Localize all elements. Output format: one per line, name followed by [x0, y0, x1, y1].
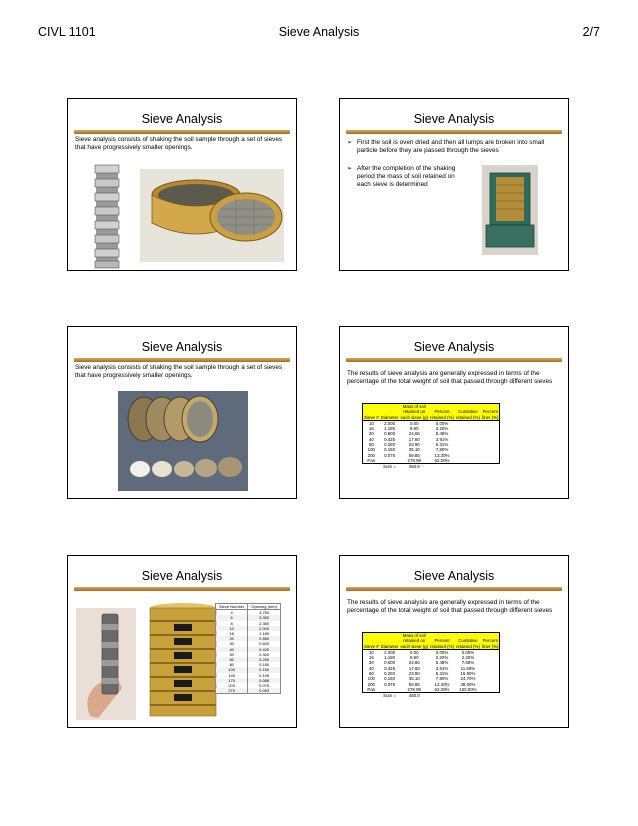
table-cell: 2.20%: [435, 655, 449, 661]
table-cell: 0.600: [248, 641, 281, 646]
table-cell: 11.59%: [460, 665, 476, 671]
table-cell: 59.85: [408, 452, 420, 458]
table-cell: Pan: [363, 458, 380, 464]
table-cell: 0.425: [248, 647, 281, 652]
table-cell: 0.075: [384, 681, 396, 687]
table-cell: 62.00%: [429, 687, 455, 693]
table-cell: 50: [216, 652, 248, 657]
table-header: Percent: [481, 638, 500, 643]
slide-text: Sieve analysis consists of shaking the soil sample through a set of sieves that have progressively smaller openings.: [75, 364, 283, 379]
sum-value: 450.0: [408, 693, 420, 699]
slide-title: Sieve Analysis: [413, 112, 495, 126]
table-cell: 0.150: [248, 667, 281, 672]
table-header: Opening (mm): [248, 604, 281, 610]
table-cell: 3.350: [248, 615, 281, 620]
table-cell: 3.91%: [435, 436, 449, 442]
sieve-stack-and-sieve-photo: [68, 99, 297, 271]
bullet-item: ➢ After the completion of the shaking period the mass of soil retained on each sieve is determined: [347, 165, 467, 189]
table-cell: 278.99: [399, 458, 429, 464]
table-header: Sieve #: [364, 414, 379, 420]
table-cell: 9.90: [409, 426, 419, 432]
brass-sieves-image: [140, 169, 284, 262]
table-cell: 40: [363, 666, 380, 671]
table-cell: 0.250: [384, 671, 396, 677]
table-cell: 0.850: [248, 636, 281, 641]
slide-2: [339, 98, 569, 271]
table-cell: 0.075: [384, 452, 396, 458]
table-header: retained (%): [455, 643, 480, 649]
table-header: each sieve (g): [400, 643, 429, 649]
table-cell: 17.60: [408, 436, 420, 442]
table-header: Percent: [481, 409, 500, 414]
table-cell: 2.360: [248, 621, 281, 626]
table-cell: 0.00: [409, 420, 419, 426]
table-cell: 10: [363, 649, 380, 655]
table-cell: 2.20%: [435, 426, 449, 432]
table-header: each sieve (g): [400, 414, 429, 420]
table-cell: 16: [363, 426, 380, 431]
table-header: Diameter: [380, 414, 399, 420]
table-cell: 24.70%: [460, 676, 476, 682]
table-cell: 2.20%: [461, 655, 475, 661]
table-cell: 0.600: [384, 660, 396, 666]
sieve-stack-image: [95, 165, 119, 268]
table-cell: 0.425: [384, 436, 396, 442]
table-cell: 0.00%: [435, 649, 449, 655]
table-cell: 2.000: [384, 420, 396, 426]
slide-title: Sieve Analysis: [413, 340, 495, 354]
table-cell: Pan: [363, 687, 380, 693]
table-cell: 60: [216, 657, 248, 662]
sieve-opening-table: [215, 603, 281, 694]
table-cell: 9.90: [409, 655, 419, 661]
table-cell: 0.150: [384, 676, 396, 682]
table-cell: 10: [363, 420, 380, 426]
table-header: Percent: [429, 409, 455, 414]
table-cell: 0.600: [384, 431, 396, 437]
slide-3: [67, 326, 297, 499]
table-cell: 0.106: [248, 673, 281, 678]
table-header: retained on: [399, 638, 429, 643]
table-header: retained (%): [430, 414, 454, 420]
table-cell: 8: [216, 621, 248, 626]
table-cell: 60: [363, 442, 380, 447]
table-cell: 4: [216, 610, 248, 616]
table-cell: 100.00%: [455, 687, 481, 693]
table-cell: 5.48%: [435, 431, 449, 437]
table-cell: 62.00%: [429, 458, 455, 464]
table-header: Mass of soil: [399, 633, 429, 639]
table-cell: 1.180: [248, 631, 281, 636]
table-cell: 5.31%: [435, 671, 449, 677]
table-cell: 6: [216, 615, 248, 620]
table-cell: 100: [363, 447, 380, 452]
table-header: Cumlative: [455, 409, 481, 414]
table-cell: 23.90: [408, 671, 420, 677]
table-cell: 0.053: [248, 688, 281, 694]
slide-1: [67, 98, 297, 271]
table-row: [216, 688, 281, 694]
table-cell: 278.99: [399, 687, 429, 693]
table-cell: 17.60: [408, 665, 420, 671]
sieves-and-soil-samples-image: [68, 327, 297, 499]
table-cell: 170: [216, 678, 248, 683]
table-cell: 5.48%: [435, 660, 449, 666]
table-cell: 30: [363, 431, 380, 436]
table-header: retained (%): [455, 414, 480, 420]
table-header: finer (%): [481, 414, 499, 420]
slide-title: Sieve Analysis: [141, 112, 223, 126]
page-title: Sieve Analysis: [278, 25, 360, 39]
bullet-item: ➢ First the soil is oven dried and then all lumps are broken into small particle before they are passed through the sieves: [347, 139, 560, 155]
table-cell: 30: [216, 641, 248, 646]
slide-title: Sieve Analysis: [141, 340, 223, 354]
table-cell: 0.300: [248, 652, 281, 657]
table-cell: 0.250: [248, 657, 281, 662]
table-header: Sieve #: [364, 643, 379, 649]
table-cell: 13.30%: [434, 452, 450, 458]
table-cell: 0.150: [384, 447, 396, 453]
table-cell: 16: [363, 655, 380, 660]
table-cell: 40: [216, 647, 248, 652]
course-code: CIVL 1101: [38, 25, 96, 39]
table-header: retained (%): [430, 643, 454, 649]
table-cell: 38.00%: [460, 681, 476, 687]
table-cell: 0.00%: [435, 420, 449, 426]
table-cell: 24.66: [408, 431, 420, 437]
table-cell: 100: [216, 667, 248, 672]
table-cell: 3.91%: [435, 665, 449, 671]
table-header: Percent: [429, 638, 455, 643]
table-cell: 24.66: [408, 660, 420, 666]
table-header: Cumlative: [455, 638, 481, 643]
slide-6: [339, 555, 569, 728]
sieve-results-cumulative-table: [362, 632, 500, 699]
table-cell: 0.180: [248, 662, 281, 667]
table-header: Diameter: [380, 643, 399, 649]
table-cell: 0.00: [409, 649, 419, 655]
table-cell: 200: [363, 682, 380, 687]
table-cell: 0.00%: [461, 649, 475, 655]
table-cell: 200: [363, 453, 380, 458]
table-cell: 23.90: [408, 442, 420, 448]
table-cell: 60: [363, 671, 380, 676]
table-header: retained on: [399, 409, 429, 414]
table-header: finer (%): [481, 643, 499, 649]
sieve-results-table: [362, 403, 500, 470]
table-cell: 5.31%: [435, 442, 449, 448]
table-cell: 0.075: [248, 683, 281, 688]
slide-4: [339, 326, 569, 499]
table-cell: 16: [216, 631, 248, 636]
table-cell: 40: [363, 437, 380, 442]
table-cell: 16.90%: [460, 671, 476, 677]
table-cell: 4.750: [248, 610, 281, 616]
table-cell: 7.68%: [461, 660, 475, 666]
slide-text: The results of sieve analysis are generally expressed in terms of the percentage of the total weight of soil that passed through different sieves: [347, 370, 553, 385]
slide-text: The results of sieve analysis are generally expressed in terms of the percentage of the total weight of soil that passed through different sieves: [347, 599, 553, 614]
table-cell: 0.425: [384, 665, 396, 671]
table-cell: 20: [216, 636, 248, 641]
sum-label: Sum =: [383, 693, 396, 699]
table-cell: 59.85: [408, 681, 420, 687]
table-cell: 2.000: [248, 626, 281, 631]
table-cell: 35.10: [408, 676, 420, 682]
table-cell: 100: [363, 676, 380, 681]
table-cell: 1.180: [384, 655, 396, 661]
slide-text: Sieve analysis consists of shaking the soil sample through a set of sieves that have progressively smaller openings.: [75, 136, 283, 151]
table-cell: 30: [363, 660, 380, 665]
page-number: 2/7: [582, 25, 600, 39]
table-cell: 13.30%: [434, 681, 450, 687]
table-cell: 270: [216, 688, 248, 694]
sieve-shaker-image: [340, 99, 569, 271]
title-rule: [346, 358, 562, 362]
table-header: Sieve Number: [216, 604, 248, 610]
sum-label: Sum =: [383, 464, 396, 470]
table-cell: 80: [216, 662, 248, 667]
table-cell: 200: [216, 683, 248, 688]
slide-title: Sieve Analysis: [413, 569, 495, 583]
table-cell: 7.80%: [435, 447, 449, 453]
table-cell: 0.250: [384, 442, 396, 448]
table-header: Mass of soil: [399, 404, 429, 410]
table-cell: 140: [216, 673, 248, 678]
table-cell: 0.088: [248, 678, 281, 683]
table-cell: 2.000: [384, 649, 396, 655]
title-rule: [346, 587, 562, 591]
table-cell: 1.180: [384, 426, 396, 432]
table-cell: 35.10: [408, 447, 420, 453]
table-cell: 7.80%: [435, 676, 449, 682]
table-cell: 10: [216, 626, 248, 631]
sum-value: 450.0: [408, 464, 420, 470]
slide-title: Sieve Analysis: [141, 569, 223, 583]
